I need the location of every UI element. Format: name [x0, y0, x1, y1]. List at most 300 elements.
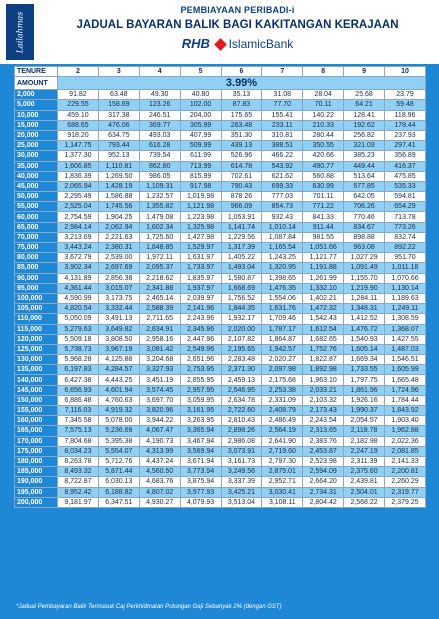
amount-cell: 125,000 — [15, 344, 58, 354]
amount-cell: 110,000 — [15, 314, 58, 324]
installment-cell: 2,984.14 — [58, 222, 99, 232]
installment-cell: 1,320.95 — [262, 263, 303, 273]
installment-cell: 2,958.16 — [139, 334, 180, 344]
installment-cell: 2,313.65 — [303, 426, 344, 436]
installment-cell: 1,070.66 — [385, 273, 426, 283]
installment-cell: 5,236.69 — [98, 426, 139, 436]
installment-cell: 321.03 — [344, 141, 385, 151]
installment-cell: 1,229.56 — [221, 232, 262, 242]
brand-rhb: RHB — [181, 36, 210, 51]
amount-cell: 145,000 — [15, 385, 58, 395]
installment-cell: 1,355.82 — [139, 202, 180, 212]
installment-cell: 317.38 — [98, 110, 139, 120]
table-row — [15, 110, 426, 120]
table-row — [15, 314, 426, 324]
installment-cell: 2,260.29 — [385, 477, 426, 487]
table-row — [15, 232, 426, 242]
installment-cell: 6,886.48 — [58, 395, 99, 405]
installment-cell: 2,453.87 — [303, 446, 344, 456]
installment-cell: 5,078.00 — [98, 416, 139, 426]
installment-cell: 918.20 — [58, 130, 99, 140]
installment-cell: 1,121.98 — [180, 202, 221, 212]
installment-cell: 1,191.88 — [303, 263, 344, 273]
installment-cell: 1,284.11 — [344, 293, 385, 303]
installment-cell: 2,641.90 — [262, 436, 303, 446]
installment-cell: 128.41 — [344, 110, 385, 120]
installment-cell: 2,022.36 — [385, 436, 426, 446]
installment-cell: 1,631.76 — [262, 304, 303, 314]
installment-cell: 951.70 — [385, 253, 426, 263]
profit-rate: 3.99% — [58, 77, 426, 90]
installment-cell: 1,602.34 — [139, 222, 180, 232]
installment-cell: 3,944.22 — [139, 416, 180, 426]
installment-cell: 706.26 — [344, 202, 385, 212]
installment-cell: 35.13 — [221, 90, 262, 100]
installment-cell: 1,605.14 — [344, 344, 385, 354]
installment-cell: 2,283.48 — [221, 355, 262, 365]
table-row — [15, 456, 426, 466]
installment-cell: 1,476.35 — [262, 283, 303, 293]
installment-cell: 49.30 — [139, 90, 180, 100]
installment-cell: 2,711.65 — [139, 314, 180, 324]
installment-cell: 2,594.09 — [303, 467, 344, 477]
amount-cell: 75,000 — [15, 243, 58, 253]
installment-cell: 2,856.38 — [98, 273, 139, 283]
installment-cell: 2,081.85 — [385, 446, 426, 456]
installment-cell: 1,476.72 — [344, 324, 385, 334]
amount-cell: 120,000 — [15, 334, 58, 344]
installment-cell: 3,451.19 — [139, 375, 180, 385]
installment-cell: 1,053.91 — [221, 212, 262, 222]
amount-cell: 2,000 — [15, 90, 58, 100]
installment-cell: 1,155.70 — [344, 273, 385, 283]
installment-cell: 854.73 — [262, 202, 303, 212]
table-row — [15, 120, 426, 130]
table-row — [15, 151, 426, 161]
amount-cell: 35,000 — [15, 161, 58, 171]
installment-cell: 3,902.34 — [58, 263, 99, 273]
installment-cell: 1,606.85 — [58, 161, 99, 171]
table-row — [15, 212, 426, 222]
installment-cell: 3,365.94 — [180, 426, 221, 436]
installment-cell: 28.04 — [303, 90, 344, 100]
installment-cell: 5,554.07 — [98, 446, 139, 456]
installment-cell: 1,529.97 — [180, 243, 221, 253]
installment-cell: 611.99 — [180, 151, 221, 161]
installment-cell: 2,054.57 — [344, 416, 385, 426]
installment-cell: 932.43 — [262, 212, 303, 222]
table-row — [15, 406, 426, 416]
installment-cell: 1,147.75 — [58, 141, 99, 151]
installment-cell: 63.48 — [98, 90, 139, 100]
table-row — [15, 243, 426, 253]
installment-cell: 7,116.03 — [58, 406, 99, 416]
installment-cell: 4,437.24 — [139, 456, 180, 466]
installment-cell: 1,249.11 — [385, 304, 426, 314]
table-row — [15, 181, 426, 191]
amount-cell: 180,000 — [15, 456, 58, 466]
installment-cell: 6,188.82 — [98, 487, 139, 497]
amount-cell: 85,000 — [15, 263, 58, 273]
installment-cell: 739.54 — [139, 151, 180, 161]
installment-cell: 229.55 — [58, 100, 99, 110]
installment-cell: 70.11 — [303, 100, 344, 110]
table-row — [15, 324, 426, 334]
installment-cell: 917.98 — [180, 181, 221, 191]
amount-cell: 190,000 — [15, 477, 58, 487]
installment-cell: 2,107.82 — [221, 334, 262, 344]
installment-cell: 5,050.09 — [58, 314, 99, 324]
tenure-header: 8 — [303, 67, 344, 77]
installment-cell: 3,977.93 — [180, 487, 221, 497]
installment-cell: 4,361.44 — [58, 283, 99, 293]
installment-cell: 1,665.48 — [385, 375, 426, 385]
installment-cell: 3,820.96 — [139, 406, 180, 416]
installment-cell: 513.64 — [344, 171, 385, 181]
installment-cell: 1,087.84 — [262, 232, 303, 242]
installment-cell: 621.62 — [262, 171, 303, 181]
footnote: *Jadual Pembayaran Balik Termasuk Caj Perkhidmatan Potongan Gaji Sebanyak 2% (dengan GST) — [16, 604, 282, 610]
installment-cell: 1,972.11 — [139, 253, 180, 263]
installment-cell: 1,546.51 — [385, 355, 426, 365]
installment-cell: 815.99 — [180, 171, 221, 181]
installment-cell: 6,656.93 — [58, 385, 99, 395]
installment-cell: 688.65 — [58, 120, 99, 130]
installment-cell: 3,467.94 — [180, 436, 221, 446]
installment-cell: 1,612.54 — [303, 324, 344, 334]
amount-cell: 100,000 — [15, 293, 58, 303]
installment-cell: 2,486.49 — [262, 416, 303, 426]
installment-cell: 3,161.95 — [180, 406, 221, 416]
tenure-label: TENURE — [15, 67, 58, 77]
installment-cell: 6,427.38 — [58, 375, 99, 385]
amount-cell: 65,000 — [15, 222, 58, 232]
brand — [40, 36, 435, 51]
installment-cell: 102.00 — [180, 100, 221, 110]
installment-cell: 3,513.04 — [221, 497, 262, 507]
installment-cell: 1,348.31 — [344, 304, 385, 314]
installment-cell: 1,011.18 — [385, 263, 426, 273]
table-row — [15, 130, 426, 140]
installment-cell: 2,957.95 — [180, 385, 221, 395]
installment-cell: 2,141.33 — [385, 456, 426, 466]
amount-cell: 30,000 — [15, 151, 58, 161]
logo — [6, 4, 34, 60]
installment-cell: 966.09 — [221, 202, 262, 212]
installment-cell: 1,427.98 — [180, 232, 221, 242]
installment-cell: 305.99 — [180, 120, 221, 130]
logo-text: Lailahmas — [15, 11, 25, 53]
installment-cell: 2,634.78 — [221, 395, 262, 405]
installment-cell: 8,493.32 — [58, 467, 99, 477]
installment-cell: 8,722.87 — [58, 477, 99, 487]
installment-cell: 1,428.19 — [98, 181, 139, 191]
brand-diamond-icon — [214, 38, 227, 51]
table-row — [15, 426, 426, 436]
installment-cell: 4,443.25 — [98, 375, 139, 385]
installment-cell: 1,822.87 — [303, 355, 344, 365]
amount-cell: 165,000 — [15, 426, 58, 436]
installment-cell: 3,875.94 — [180, 477, 221, 487]
installment-cell: 3,332.44 — [98, 304, 139, 314]
amount-cell: 140,000 — [15, 375, 58, 385]
installment-cell: 2,539.00 — [98, 253, 139, 263]
installment-cell: 385.23 — [344, 151, 385, 161]
installment-cell: 263.48 — [221, 120, 262, 130]
installment-cell: 1,942.57 — [262, 344, 303, 354]
installment-cell: 2,439.81 — [344, 477, 385, 487]
tenure-header: 10 — [385, 67, 426, 77]
installment-cell: 23.79 — [385, 90, 426, 100]
table-row — [15, 202, 426, 212]
table-row — [15, 141, 426, 151]
installment-cell: 2,664.20 — [303, 477, 344, 487]
installment-cell: 4,601.94 — [98, 385, 139, 395]
installment-cell: 2,020.00 — [221, 324, 262, 334]
installment-cell: 2,564.19 — [262, 426, 303, 436]
installment-cell: 1,325.98 — [180, 222, 221, 232]
installment-cell: 2,754.59 — [58, 212, 99, 222]
table-row — [15, 293, 426, 303]
installment-cell: 1,864.87 — [262, 334, 303, 344]
installment-cell: 2,039.97 — [180, 293, 221, 303]
table-row — [15, 487, 426, 497]
table-row — [15, 100, 426, 110]
installment-cell: 777.03 — [262, 192, 303, 202]
installment-cell: 1,189.63 — [385, 293, 426, 303]
installment-cell: 699.33 — [262, 181, 303, 191]
installment-cell: 793.44 — [98, 141, 139, 151]
installment-cell: 5,738.73 — [58, 344, 99, 354]
installment-cell: 1,027.29 — [344, 253, 385, 263]
installment-cell: 2,065.94 — [58, 181, 99, 191]
installment-cell: 2,797.30 — [262, 456, 303, 466]
installment-cell: 449.44 — [344, 161, 385, 171]
installment-cell: 3,108.11 — [262, 497, 303, 507]
installment-cell: 1,542.43 — [303, 314, 344, 324]
tenure-header: 3 — [98, 67, 139, 77]
installment-cell: 475.85 — [385, 171, 426, 181]
installment-cell: 2,195.65 — [221, 344, 262, 354]
installment-cell: 509.99 — [180, 141, 221, 151]
installment-cell: 25.68 — [344, 90, 385, 100]
installment-cell: 4,760.63 — [98, 395, 139, 405]
installment-cell: 2,804.42 — [303, 497, 344, 507]
installment-cell: 4,590.99 — [58, 293, 99, 303]
installment-cell: 3,081.42 — [139, 344, 180, 354]
installment-cell: 3,327.93 — [139, 365, 180, 375]
installment-cell: 2,062.94 — [98, 222, 139, 232]
installment-cell: 5,509.18 — [58, 334, 99, 344]
installment-cell: 369.77 — [139, 120, 180, 130]
installment-cell: 5,871.44 — [98, 467, 139, 477]
installment-cell: 5,712.76 — [98, 456, 139, 466]
installment-cell: 3,443.24 — [58, 243, 99, 253]
installment-cell: 634.75 — [98, 130, 139, 140]
installment-cell: 1,724.96 — [385, 385, 426, 395]
installment-cell: 1,605.99 — [385, 365, 426, 375]
installment-cell: 1,784.44 — [385, 395, 426, 405]
installment-cell: 1,141.74 — [221, 222, 262, 232]
tenure-header: 4 — [139, 67, 180, 77]
installment-cell: 1,540.93 — [344, 334, 385, 344]
table-row — [15, 344, 426, 354]
installment-cell: 2,525.04 — [58, 202, 99, 212]
installment-cell: 2,141.96 — [180, 304, 221, 314]
installment-cell: 7,345.58 — [58, 416, 99, 426]
installment-cell: 59.48 — [385, 100, 426, 110]
amount-label: AMOUNT — [15, 77, 58, 90]
installment-cell: 841.33 — [303, 212, 344, 222]
amount-cell: 15,000 — [15, 120, 58, 130]
installment-cell: 2,986.08 — [221, 436, 262, 446]
table-row — [15, 416, 426, 426]
amount-cell: 80,000 — [15, 253, 58, 263]
installment-cell: 2,465.14 — [139, 293, 180, 303]
installment-cell: 614.78 — [221, 161, 262, 171]
page-title: JADUAL BAYARAN BALIK BAGI KAKITANGAN KERAJAAN — [76, 19, 399, 31]
brand-name: IslamicBank — [228, 37, 294, 51]
amount-cell: 10,000 — [15, 110, 58, 120]
installment-cell: 3,773.94 — [180, 467, 221, 477]
installment-cell: 898.88 — [344, 232, 385, 242]
installment-cell: 616.28 — [139, 141, 180, 151]
installment-cell: 1,861.96 — [344, 385, 385, 395]
installment-cell: 233.11 — [262, 120, 303, 130]
installment-cell: 1,051.66 — [303, 243, 344, 253]
installment-cell: 3,649.82 — [98, 324, 139, 334]
installment-cell: 3,425.21 — [221, 487, 262, 497]
installment-cell: 459.10 — [58, 110, 99, 120]
installment-cell: 1,472.32 — [303, 304, 344, 314]
table-row — [15, 334, 426, 344]
installment-cell: 1,261.99 — [303, 273, 344, 283]
installment-cell: 4,919.32 — [98, 406, 139, 416]
installment-cell: 1,963.10 — [303, 375, 344, 385]
installment-cell: 3,263.95 — [180, 416, 221, 426]
installment-cell: 1,405.22 — [221, 253, 262, 263]
tenure-header: 2 — [58, 67, 99, 77]
installment-cell: 2,375.60 — [344, 467, 385, 477]
installment-cell: 771.22 — [303, 202, 344, 212]
installment-cell: 3,073.91 — [221, 446, 262, 456]
installment-cell: 2,218.62 — [139, 273, 180, 283]
installment-cell: 2,459.13 — [221, 375, 262, 385]
installment-cell: 3,213.69 — [58, 232, 99, 242]
installment-cell: 3,030.41 — [262, 487, 303, 497]
installment-cell: 2,651.96 — [180, 355, 221, 365]
installment-cell: 4,284.57 — [98, 365, 139, 375]
installment-cell: 8,952.42 — [58, 487, 99, 497]
installment-cell: 2,371.30 — [221, 365, 262, 375]
installment-cell: 3,967.19 — [98, 344, 139, 354]
installment-cell: 1,937.97 — [180, 283, 221, 293]
installment-cell: 1,835.97 — [180, 273, 221, 283]
table-row — [15, 161, 426, 171]
installment-cell: 77.70 — [262, 100, 303, 110]
installment-cell: 466.22 — [262, 151, 303, 161]
installment-cell: 175.65 — [221, 110, 262, 120]
installment-cell: 1,787.17 — [262, 324, 303, 334]
table-row — [15, 171, 426, 181]
installment-cell: 9,181.97 — [58, 497, 99, 507]
installment-cell: 2,875.01 — [262, 467, 303, 477]
installment-cell: 862.80 — [139, 161, 180, 171]
installment-cell: 1,668.69 — [221, 283, 262, 293]
installment-cell: 773.26 — [385, 222, 426, 232]
installment-cell: 1,892.98 — [303, 365, 344, 375]
installment-cell: 140.22 — [303, 110, 344, 120]
installment-cell: 1,398.65 — [262, 273, 303, 283]
installment-cell: 878.26 — [221, 192, 262, 202]
installment-cell: 2,182.98 — [344, 436, 385, 446]
tenure-header: 9 — [344, 67, 385, 77]
table-row — [15, 355, 426, 365]
installment-cell: 1,479.08 — [139, 212, 180, 222]
installment-cell: 1,223.98 — [180, 212, 221, 222]
installment-cell: 178.44 — [385, 120, 426, 130]
table-row — [15, 222, 426, 232]
installment-cell: 1,733.97 — [180, 263, 221, 273]
installment-cell: 8,263.78 — [58, 456, 99, 466]
installment-cell: 911.44 — [303, 222, 344, 232]
installment-cell: 535.33 — [385, 181, 426, 191]
installment-cell: 1,709.46 — [262, 314, 303, 324]
amount-cell: 170,000 — [15, 436, 58, 446]
installment-cell: 1,725.60 — [139, 232, 180, 242]
installment-cell: 952.13 — [98, 151, 139, 161]
installment-cell: 351.30 — [221, 130, 262, 140]
installment-cell: 1,733.55 — [344, 365, 385, 375]
installment-cell: 493.03 — [139, 130, 180, 140]
installment-cell: 577.85 — [344, 181, 385, 191]
amount-rate-row — [15, 77, 426, 90]
installment-cell: 2,331.09 — [262, 395, 303, 405]
installment-cell: 642.05 — [344, 192, 385, 202]
amount-cell: 150,000 — [15, 395, 58, 405]
installment-cell: 4,820.54 — [58, 304, 99, 314]
installment-cell: 1,493.04 — [221, 263, 262, 273]
installment-cell: 2,588.39 — [139, 304, 180, 314]
installment-cell: 3,161.73 — [221, 456, 262, 466]
installment-cell: 388.51 — [262, 141, 303, 151]
installment-cell: 1,243.25 — [262, 253, 303, 263]
installment-cell: 1,402.21 — [303, 293, 344, 303]
installment-cell: 1,586.88 — [98, 192, 139, 202]
installment-cell: 3,204.68 — [139, 355, 180, 365]
installment-cell: 2,097.98 — [262, 365, 303, 375]
installment-cell: 701.11 — [303, 192, 344, 202]
installment-cell: 2,033.21 — [303, 385, 344, 395]
installment-cell: 5,395.38 — [98, 436, 139, 446]
installment-cell: 3,808.50 — [98, 334, 139, 344]
table-row — [15, 385, 426, 395]
installment-cell: 702.61 — [221, 171, 262, 181]
installment-cell: 3,671.94 — [180, 456, 221, 466]
installment-cell: 4,683.76 — [139, 477, 180, 487]
installment-cell: 6,197.83 — [58, 365, 99, 375]
installment-cell: 439.13 — [221, 141, 262, 151]
installment-cell: 2,253.38 — [262, 385, 303, 395]
installment-cell: 4,067.47 — [139, 426, 180, 436]
installment-cell: 1,269.50 — [98, 171, 139, 181]
installment-cell: 986.05 — [139, 171, 180, 181]
installment-cell: 1,377.30 — [58, 151, 99, 161]
installment-cell: 1,308.59 — [385, 314, 426, 324]
amount-cell: 135,000 — [15, 365, 58, 375]
table-row — [15, 90, 426, 100]
installment-cell: 2,952.71 — [262, 477, 303, 487]
